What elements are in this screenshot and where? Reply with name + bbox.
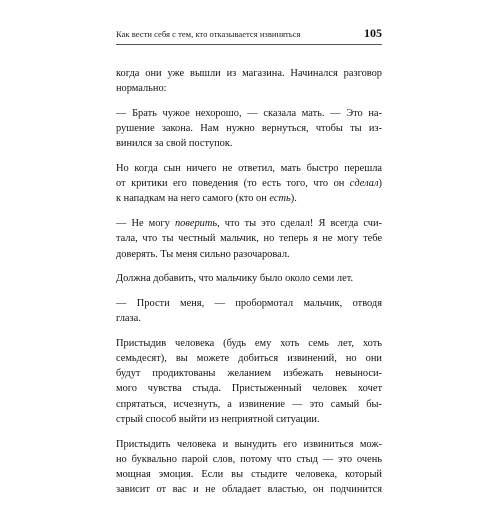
- line-text: спрятаться, исчезнуть, а извинение — это самый бы-: [116, 398, 382, 410]
- line-text: стрый способ выйти из неприятной ситуации.: [116, 413, 320, 425]
- emphasis-text: поверить: [174, 218, 218, 230]
- line-text: Но когда сын ничего не ответил, мать быстро перешла: [116, 163, 382, 175]
- paragraph: [116, 216, 382, 262]
- text-line: [116, 66, 382, 81]
- line-text: , что ты это сделал! Я всегда счи-: [217, 218, 382, 230]
- line-text: но буквально парой слов, потому что стыд — это очень: [116, 453, 382, 465]
- text-line: [116, 106, 382, 121]
- paragraph: [116, 271, 382, 286]
- line-text: будут продиктованы желанием избежать невыноси-: [116, 368, 382, 380]
- paragraph: [116, 161, 382, 207]
- text-line: [116, 381, 382, 396]
- text-line: [116, 136, 382, 151]
- emphasis-text: есть: [269, 193, 291, 205]
- page-number: 105: [364, 26, 382, 40]
- text-line: [116, 482, 382, 497]
- book-page: [116, 20, 382, 496]
- text-line: [116, 412, 382, 427]
- text-line: [116, 231, 382, 246]
- text-line: [116, 161, 382, 176]
- text-line: [116, 452, 382, 467]
- body-text: [116, 66, 382, 507]
- text-line: [116, 437, 382, 452]
- line-text: зависит от вас и не обладает властью, он подчинится: [116, 484, 382, 496]
- line-text: от критики его поведения (то есть того, что он: [116, 178, 350, 190]
- text-line: [116, 81, 382, 96]
- line-text: мого чувства стыда. Пристыженный человек хочет: [116, 383, 382, 395]
- line-text: — Не могу: [116, 218, 175, 230]
- paragraph: [116, 437, 382, 498]
- line-text: доверять. Ты меня сильно разочаровал.: [116, 248, 290, 260]
- line-text: мощная эмоция. Если вы стыдите человека, который: [116, 468, 382, 480]
- paragraph: [116, 66, 382, 96]
- text-line: [116, 271, 382, 286]
- paragraph: [116, 336, 382, 427]
- line-text: — Брать чужое нехорошо, — сказала мать. — Это на-: [116, 107, 382, 119]
- line-text: нормально:: [116, 83, 167, 95]
- text-line: [116, 467, 382, 482]
- text-line: [116, 351, 382, 366]
- text-line: [116, 191, 382, 206]
- text-line: [116, 296, 382, 311]
- line-text: семьдесят), вы можете добиться извинений, но они: [116, 353, 382, 365]
- text-line: [116, 336, 382, 351]
- line-text: Должна добавить, что мальчику было около семи лет.: [116, 273, 354, 285]
- paragraph: [116, 296, 382, 326]
- line-text: к нападкам на него самого (кто он: [116, 193, 270, 205]
- line-text: тала, что ты честный мальчик, но теперь я не могу тебе: [116, 233, 382, 245]
- running-title: Как вести себя с тем, кто отказывается извиняться: [116, 29, 301, 39]
- line-text: ).: [290, 193, 297, 205]
- line-text: когда они уже вышли из магазина. Начинался разговор: [116, 68, 382, 79]
- line-text: глаза.: [116, 313, 141, 325]
- text-line: [116, 176, 382, 191]
- line-text: Пристыдить человека и вынудить его извиниться мож-: [116, 438, 382, 450]
- line-text: рушение закона. Нам нужно вернуться, чтобы ты из-: [116, 123, 382, 135]
- text-line: [116, 366, 382, 381]
- text-line: [116, 247, 382, 262]
- text-line: [116, 397, 382, 412]
- text-line: [116, 311, 382, 326]
- text-line: [116, 121, 382, 136]
- line-text: — Прости меня, — пробормотал мальчик, отводя: [116, 297, 382, 309]
- paragraph: [116, 106, 382, 152]
- line-text: Пристыдив человека (будь ему хоть семь лет, хоть: [116, 337, 382, 349]
- emphasis-text: сделал: [349, 178, 379, 190]
- text-line: [116, 216, 382, 231]
- running-head: [116, 26, 382, 45]
- line-text: винился за свой поступок.: [116, 138, 233, 150]
- line-text: ): [378, 178, 382, 190]
